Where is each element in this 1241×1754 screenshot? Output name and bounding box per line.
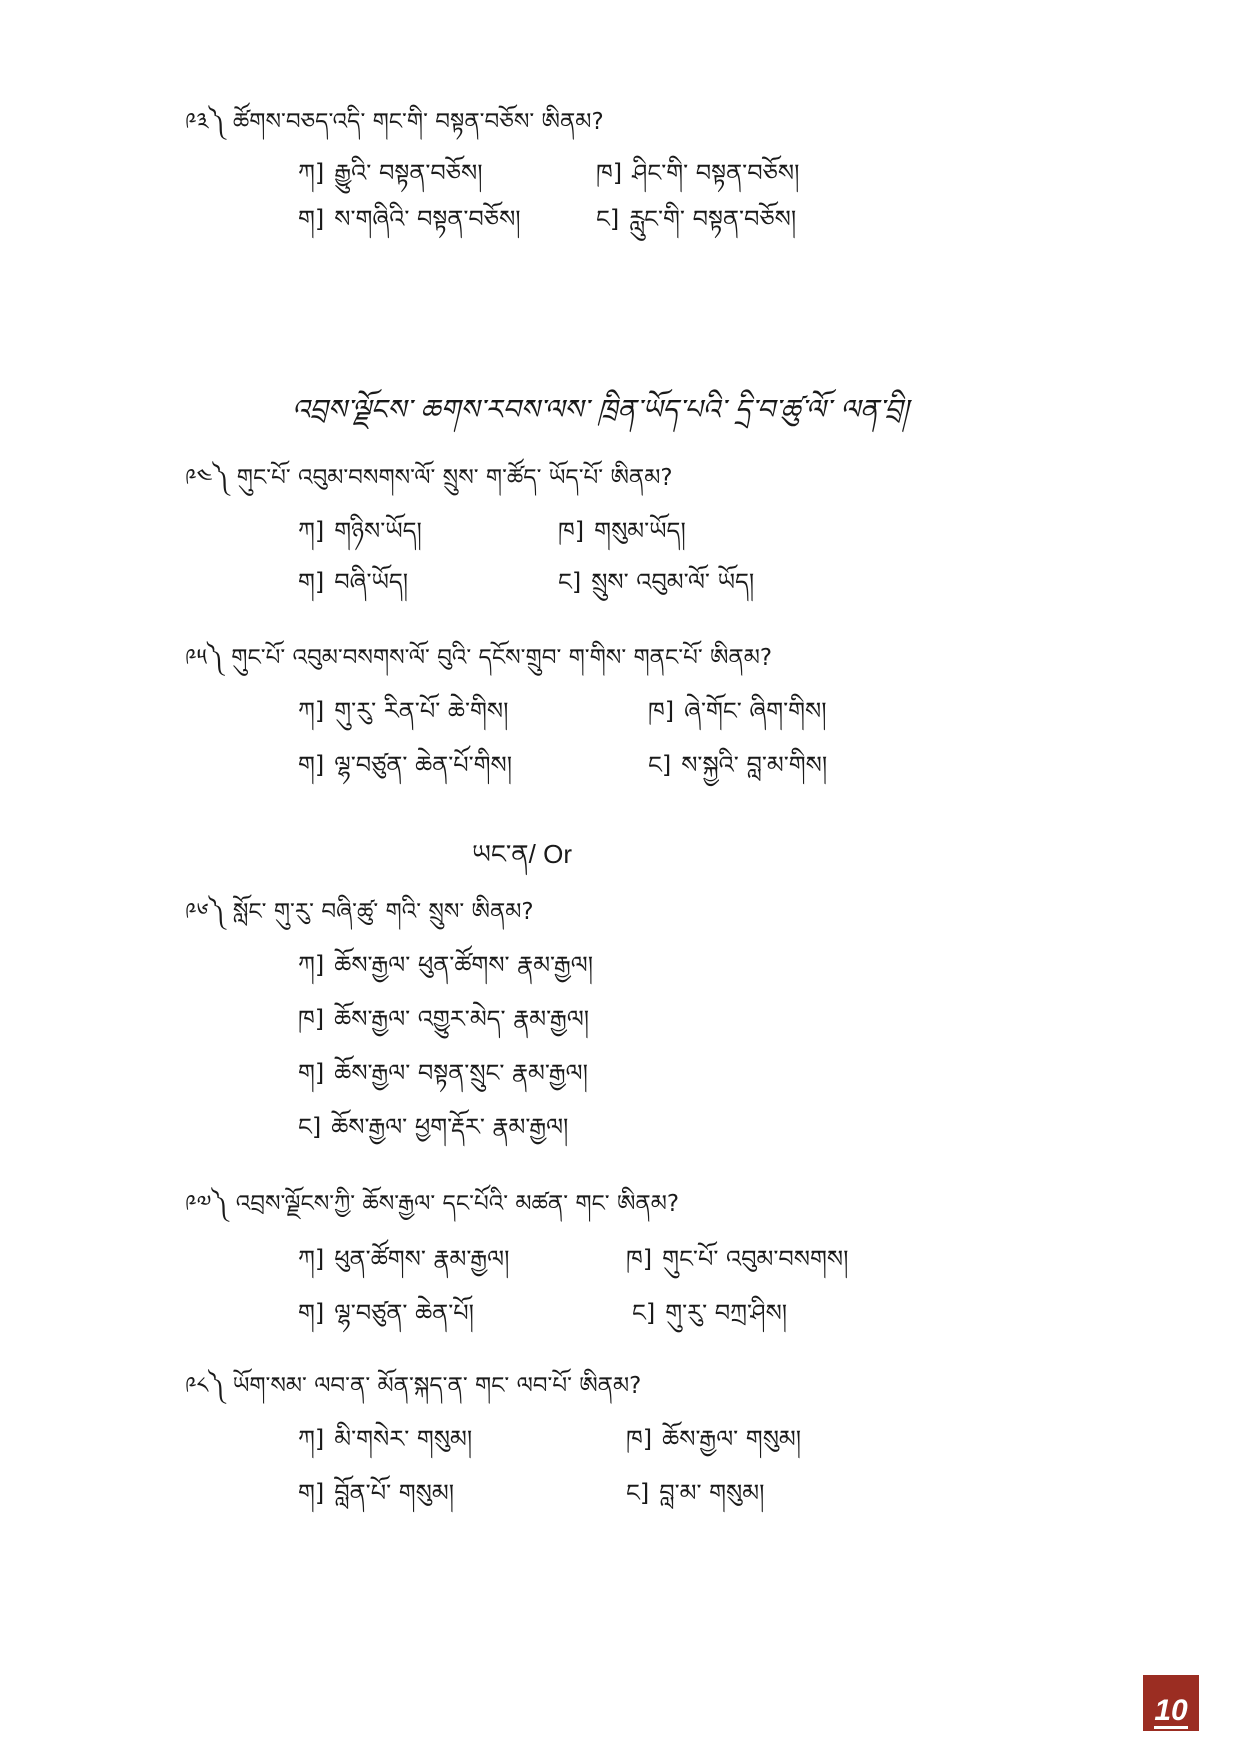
- option-letter: ག]: [298, 205, 325, 233]
- option-a: [298, 696, 508, 727]
- or-separator: ཡང་ན/ Or: [472, 839, 572, 869]
- option-letter: ང]: [632, 1299, 656, 1327]
- option-a: [298, 158, 483, 189]
- option-d: [596, 204, 796, 235]
- page-number-badge: [1143, 1675, 1199, 1731]
- option-letter: ཀ]: [298, 951, 325, 979]
- option-a: [298, 950, 593, 981]
- question-96: [185, 898, 534, 928]
- option-text: ལྷ་བཙུན་ ཆེན་པོ།: [334, 1299, 474, 1327]
- option-text: ཆོས་རྒྱལ་ བསྟན་སྲུང་ རྣམ་རྒྱལ།: [334, 1059, 588, 1087]
- question-number: ༩༨༽: [185, 1373, 225, 1399]
- option-b: [596, 158, 799, 189]
- option-text: ཆོས་རྒྱལ་ འགྱུར་མེད་ རྣམ་རྒྱལ།: [334, 1005, 590, 1033]
- option-d: [632, 1298, 787, 1329]
- option-text: མི་གསེར་ གསུམ།: [334, 1425, 473, 1453]
- option-text: གུ་རུ་ རིན་པོ་ ཆེ་གིས།: [334, 697, 509, 725]
- option-text: སྲུས་ འབུམ་ལོ་ ཡོད།: [591, 568, 755, 596]
- option-text: ཆོས་རྒྱལ་ ཕུན་ཚོགས་ རྣམ་རྒྱལ།: [334, 951, 594, 979]
- option-b: [626, 1244, 848, 1275]
- option-text: ཤིང་གི་ བསྟན་བཅོས།: [632, 159, 800, 187]
- option-text: ལྷ་བཙུན་ ཆེན་པོ་གིས།: [334, 751, 513, 779]
- question-97: [185, 1190, 679, 1220]
- option-d: [298, 1112, 568, 1143]
- question-text: ཡོག་སམ་ ལབ་ན་ མོན་སྐད་ན་ གང་ ལབ་པོ་ ཨིནམ?: [232, 1373, 642, 1399]
- option-letter: ང]: [298, 1113, 322, 1141]
- option-letter: ང]: [648, 751, 672, 779]
- option-a: [298, 1244, 509, 1275]
- option-letter: ཀ]: [298, 697, 325, 725]
- option-text: ས་གཞིའི་ བསྟན་བཅོས།: [334, 205, 521, 233]
- option-letter: ཀ]: [298, 1245, 325, 1273]
- option-c: [298, 1298, 474, 1329]
- option-c: [298, 204, 521, 235]
- option-letter: ག]: [298, 568, 325, 596]
- option-letter: ཀ]: [298, 159, 325, 187]
- question-number: ༩༧༽: [185, 1191, 228, 1217]
- option-text: ས་སྐྱའི་ བླ་མ་གིས།: [681, 751, 828, 779]
- option-letter: ཁ]: [626, 1245, 653, 1273]
- section-heading: འབྲས་ལྗོངས་ ཆགས་རབས་ལས་ ཁྲིན་ཡོད་པའི་ དྲི་བ་ཚུ་ལོ་ ལན་བྲི།: [291, 393, 909, 426]
- question-number: ༩༤༽: [185, 465, 229, 491]
- question-text: ཚོགས་བཅད་འདི་ གང་གི་ བསྟན་བཅོས་ ཨིནམ?: [232, 109, 604, 135]
- option-text: གཉིས་ཡོད།: [334, 517, 422, 545]
- option-letter: ཁ]: [558, 517, 585, 545]
- option-letter: ང]: [596, 205, 620, 233]
- option-a: [298, 516, 422, 547]
- option-d: [558, 567, 754, 598]
- option-letter: ག]: [298, 1059, 325, 1087]
- page-number: 10: [1154, 1694, 1188, 1727]
- option-text: ཆོས་རྒྱལ་ གསུམ།: [662, 1425, 802, 1453]
- option-letter: ག]: [298, 1479, 325, 1507]
- question-number: ༩༦༽: [185, 899, 225, 925]
- option-c: [298, 750, 512, 781]
- question-94: [185, 464, 673, 494]
- option-letter: ཁ]: [298, 1005, 325, 1033]
- option-letter: ཀ]: [298, 517, 325, 545]
- question-93: [185, 108, 604, 138]
- option-a: [298, 1424, 472, 1455]
- option-b: [648, 696, 827, 727]
- option-b: [298, 1004, 589, 1035]
- question-98: [185, 1372, 641, 1402]
- option-letter: ང]: [626, 1479, 650, 1507]
- option-c: [298, 567, 408, 598]
- option-text: བཞི་ཡོད།: [334, 568, 409, 596]
- option-letter: ཁ]: [596, 159, 623, 187]
- option-text: གསུམ་ཡོད།: [594, 517, 686, 545]
- option-text: གུ་རུ་ བཀྲ་ཤིས།: [665, 1299, 788, 1327]
- option-text: རླུང་གི་ བསྟན་བཅོས།: [629, 205, 797, 233]
- option-text: ཞེ་གོང་ ཞིག་གིས།: [684, 697, 827, 725]
- option-d: [648, 750, 827, 781]
- option-b: [558, 516, 686, 547]
- question-95: [185, 644, 772, 674]
- question-text: འབྲས་ལྗོངས་ཀྱི་ ཆོས་རྒྱལ་ དང་པོའི་ མཚན་ གང་ ཨིནམ?: [235, 1191, 680, 1217]
- option-b: [626, 1424, 801, 1455]
- option-text: བློན་པོ་ གསུམ།: [334, 1479, 455, 1507]
- option-letter: ང]: [558, 568, 582, 596]
- question-number: ༩༣༽: [185, 109, 225, 135]
- option-letter: ག]: [298, 751, 325, 779]
- option-letter: ཁ]: [626, 1425, 653, 1453]
- option-d: [626, 1478, 764, 1509]
- option-c: [298, 1478, 454, 1509]
- option-c: [298, 1058, 588, 1089]
- option-text: ཕུན་ཚོགས་ རྣམ་རྒྱལ།: [334, 1245, 510, 1273]
- option-letter: ཀ]: [298, 1425, 325, 1453]
- question-text: གུང་པོ་ འབུམ་བསགས་ལོ་ སྲུས་ ག་ཚོད་ ཡོད་པོ་ ཨིནམ?: [236, 465, 673, 491]
- option-text: རྒྱུའི་ བསྟན་བཅོས།: [334, 159, 483, 187]
- option-letter: ག]: [298, 1299, 325, 1327]
- option-text: ཆོས་རྒྱལ་ ཕྱག་རྡོར་ རྣམ་རྒྱལ།: [331, 1113, 569, 1141]
- option-letter: ཁ]: [648, 697, 675, 725]
- question-text: གུང་པོ་ འབུམ་བསགས་ལོ་ བུའི་ དངོས་གྲུབ་ ག་གིས་ གནང་པོ་ ཨིནམ?: [231, 645, 773, 671]
- question-text: སློང་ གུ་རུ་ བཞི་ཚུ་ གའི་ སྲུས་ ཨིནམ?: [232, 899, 534, 925]
- question-number: ༩༥༽: [185, 645, 224, 671]
- option-text: བླ་མ་ གསུམ།: [659, 1479, 765, 1507]
- option-text: གུང་པོ་ འབུམ་བསགས།: [662, 1245, 849, 1273]
